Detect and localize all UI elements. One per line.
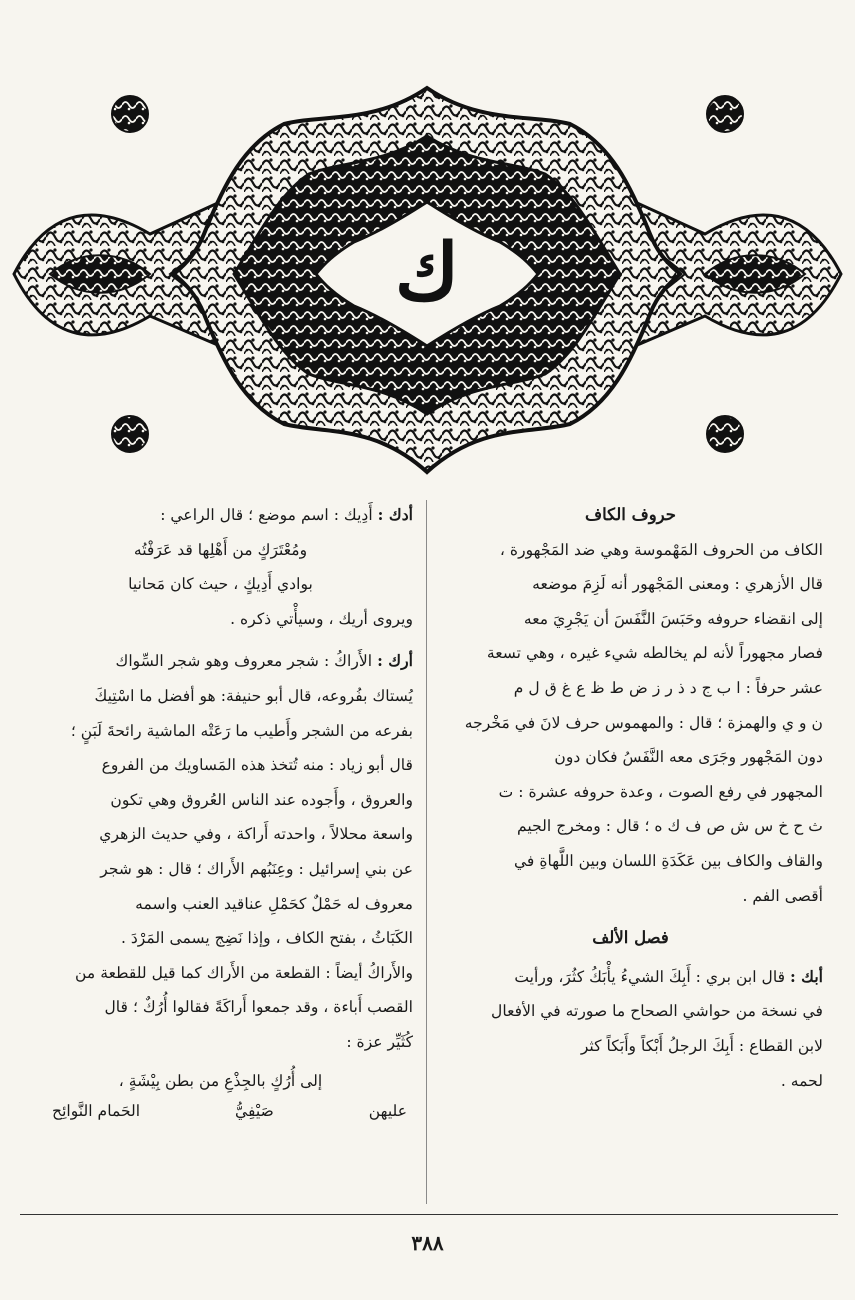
text-line: لحمه .: [780, 1071, 823, 1090]
verse-word: الحَمام النَّوائِح: [52, 1102, 141, 1121]
verse-line: بوادي أَدِيكٍ ، حيث كان مَحانيا: [128, 575, 313, 594]
verse-word: صَيْفِيُّ: [235, 1102, 274, 1121]
verse-line: إلى أُرُكٍ بالجِذْعِ من بطن بِيْشَةٍ ،: [118, 1071, 323, 1090]
text-line: عن بني إسرائيل : وعِنَبُهم الأَراك ؛ قال : هو شجر: [100, 859, 413, 878]
text-line: الكَبَاثُ ، بفتح الكاف ، وإذا نَضِج يسمى المَرْدَ .: [120, 929, 413, 948]
verse-line: ومُعْتَرَكٍ من أَهْلِها قد عَرَفْتُه: [133, 540, 308, 559]
text-line: القصب أَباءة ، وقد جمعوا أَراكَةً فقالوا أُرُكٌ ؛ قال: [104, 998, 413, 1017]
text-line: قال الأزهري : ومعنى المَجْهور أنه لَزِمَ موضعه: [532, 575, 823, 594]
left-column: [28, 498, 413, 1124]
chapter-letter: ك: [394, 227, 460, 318]
text-line: قال ابن بري : أَبِكَ الشيءُ يأْبَكُ كثُرَ، ورأيت: [514, 967, 786, 986]
text-line: ن و ي والهمزة ؛ قال : والمهموس حرف لانَ في مَخْرجه: [464, 713, 823, 732]
verse-word: عليهن: [368, 1102, 407, 1121]
section-heading: فصل الألف: [592, 928, 669, 948]
text-line: في نسخة من حواشي الصحاح ما صورته في الأفعال: [491, 1002, 823, 1021]
text-line: فصار مجهوراً لأنه لم يخالطه شيء غيره ، وهي تسعة: [486, 644, 823, 663]
entry-abak: [438, 960, 823, 995]
right-column: [438, 498, 823, 1098]
text-line: معروف له حَمْلٌ كحَمْلِ عناقيد العنب واسمه: [135, 894, 413, 913]
text-line: والقاف والكاف بين عَكَدَةِ اللسان وبين اللَّهاةِ في: [513, 851, 823, 870]
text-line: إلى انقضاء حروفه وحَبَسَ النَّفَسَ أن يَجْرِيَ معه: [523, 609, 823, 628]
text-line: الكاف من الحروف المَهْموسة وهي ضد المَجْهورة ،: [499, 540, 823, 559]
headword: أدك :: [377, 505, 413, 524]
text-line: الأَراكُ : شجر معروف وهو شجر السِّواك: [115, 652, 373, 671]
text-line: واسعة محلالاً ، واحدته أَراكة ، وفي حديث الزهري: [99, 825, 413, 844]
text-line: ث ح خ س ش ص ف ك ه ؛ قال : ومخرج الجيم: [517, 817, 823, 836]
entry-arak: [28, 644, 413, 679]
headword: أرك :: [377, 651, 413, 671]
page-number: ٣٨٨: [411, 1231, 444, 1255]
verse-line-split: [28, 1098, 413, 1124]
text-line: بفرعه من الشجر وأَطيب ما رَعَتْه الماشية رائحةَ لَبَنٍ ؛: [70, 721, 413, 740]
headword: أبك :: [790, 966, 823, 986]
footer-rule: [20, 1214, 838, 1215]
text-line: المجهور في رفع الصوت ، وعدة حروفه عشرة : ت: [498, 782, 823, 801]
text-line: والعروق ، وأَجوده عند الناس العُروق وهي تكون: [110, 790, 413, 809]
text-line: أَدِيك : اسم موضع ؛ قال الراعي :: [160, 506, 373, 524]
text-line: يُستاك بفُروعه، قال أبو حنيفة: هو أفضل ما اسْتِيكَ: [94, 686, 413, 705]
ornamental-header: [10, 84, 845, 476]
text-line: أقصى الفم .: [742, 886, 823, 905]
text-line: دون المَجْهور وجَرَى معه النَّفَسُ فكان دون: [554, 748, 823, 767]
chapter-heading: حروف الكاف: [585, 505, 676, 524]
text-line: قال أبو زياد : منه تُتخذ هذه المَساويك من الفروع: [101, 756, 413, 775]
text-line: ويروى أريك ، وسيأْتي ذكره .: [230, 609, 413, 628]
text-line: كُثَيِّر عزة :: [346, 1032, 413, 1051]
text-line: والأَراكُ أيضاً : القطعة من الأَراك كما قيل للقطعة من: [75, 963, 413, 982]
text-line: لابن القطاع : أَبِكَ الرجلُ أَبْكاً وأَبَكاً كثر: [580, 1036, 823, 1055]
text-line: عشر حرفاً : ا ب ج د ذ ر ز ض ط ظ ع غ ق ل م: [513, 678, 823, 697]
entry-adik: [28, 498, 413, 533]
column-divider: [426, 500, 427, 1204]
